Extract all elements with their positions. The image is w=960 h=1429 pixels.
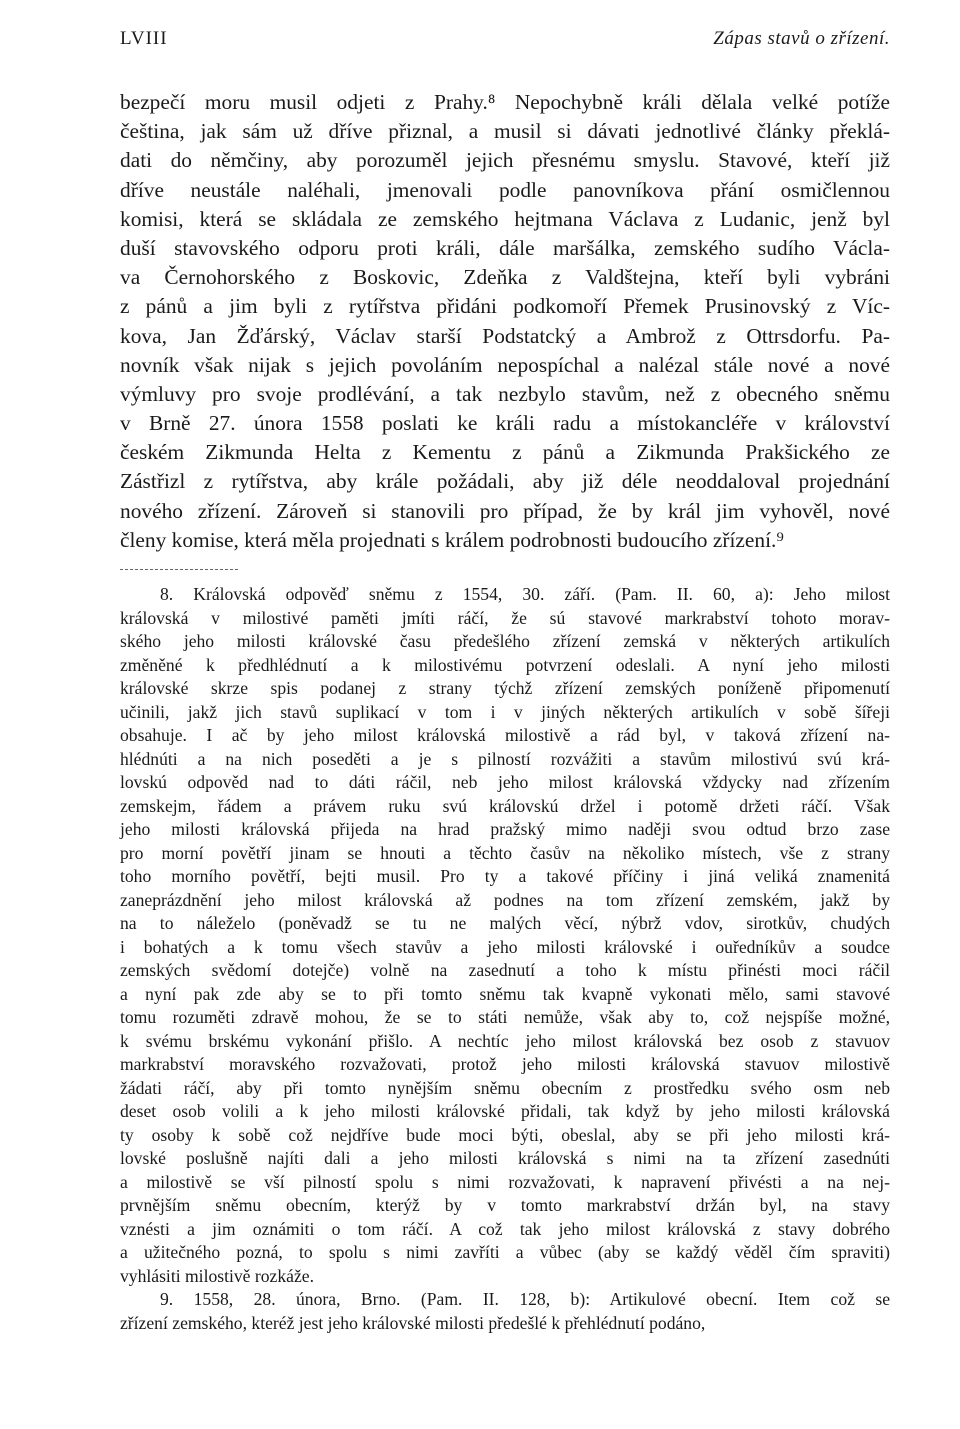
text-line: členy komise, která měla projednati s králem podrobnosti budoucího zřízení.⁹	[120, 527, 784, 552]
footnote-line: 9. 1558, 28. února, Brno. (Pam. II. 128, b): Artikulové obecní. Item což se	[160, 1289, 890, 1309]
footnote-line: královská v milostivé paměti jmíti ráčí, že sú stavové markrabství tohoto morav-	[120, 607, 890, 628]
text-line: čeština, jak sám už dříve přiznal, a musil si dávati jednotlivé články překlá-	[120, 119, 890, 144]
footnote-line: zemskejm, řádem a právem ruku svú královskú držel i potomě držeti ráčí. Však	[120, 795, 890, 816]
footnote-line: zaneprázdnění jeho milost královská až podnes na tom zřízení zemském, jakž by	[120, 889, 890, 910]
text-line: výmluvy pro svoje prodlévání, a tak nezbylo stavům, než z obecného sněmu	[120, 381, 890, 406]
text-line: českém Zikmunda Helta z Kementu z pánů a Zikmunda Prakšického ze	[120, 440, 890, 465]
page-header	[120, 28, 890, 58]
footnote-line: deset osob volili a k jeho milosti královské přidali, tak když by jeho milosti královská	[120, 1101, 890, 1121]
text-line: novník však nijak s jejich povoláním nepospíchal a nalézal stále nové a nové	[120, 352, 890, 377]
footnote-line: královské skrze spis podanej z strany týchž zřízení zemských poníženě připomenutí	[120, 678, 890, 698]
footnote-line: 8. Královská odpověď sněmu z 1554, 30. září. (Pam. II. 60, a): Jeho milost	[160, 584, 890, 604]
footnote-line: i bohatých a k tomu všech stavův a jeho milosti královské i ouředníkův a soudce	[120, 936, 890, 957]
footnote-line: vyhlásiti milostivě rozkáže.	[120, 1265, 314, 1286]
footnote-line: učinili, jakž jich stavů suplikací v tom i v jiných některých artikulích v sobě šířeji	[120, 701, 890, 722]
text-line: dříve neustále naléhali, jmenovali podle panovníkova přání osmičlennou	[120, 177, 890, 202]
footnote-line: změněné k předhlédnutí a k milostivému potvrzení odeslali. A nyní jeho milosti	[120, 654, 890, 675]
text-line: dati do němčiny, aby porozuměl jejich přesnému smyslu. Stavové, kteří již	[120, 148, 890, 173]
footnote-line: a milostivě se vší pilností spolu s nimi rozvažovati, k napravení přivésti a na nej-	[120, 1171, 890, 1192]
text-line: Zástřizl z rytířstva, aby krále požádali, aby již déle neoddaloval projednání	[120, 469, 890, 494]
footnote-line: vznésti a jim oznámiti o tom ráčí. A což tak jeho milost královská z stavy dobrého	[120, 1218, 890, 1239]
main-text	[120, 88, 890, 555]
footnote-line: obsahuje. I ač by jeho milost královská milostivě a rád byl, v taková zřízení na-	[120, 725, 890, 745]
footnote-line: pro morní povětří jinam se hnouti a těchto časův na několiko místech, vše z strany	[120, 842, 890, 863]
footnote-line: ského jeho milosti královské času předešlého zřízení zemská v některých artikulích	[120, 631, 890, 651]
footnote-line: hlédnúti a na nich poseděti a je s pilností rozvážiti a stavům milostivú svú krá-	[120, 748, 890, 769]
book-page	[120, 28, 890, 1335]
footnote-line: a nyní pak zde aby se to při tomto sněmu tak kvapně vykonati mělo, sami stavové	[120, 983, 890, 1004]
text-line: v Brně 27. února 1558 poslati ke králi radu a místokancléře v království	[120, 411, 890, 436]
footnote-line: na to náleželo (poněvadž se tu ne malých věcí, nýbrž vdov, sirotkův, chudých	[120, 913, 890, 933]
text-line: kova, Jan Žďárský, Václav starší Podstatcký a Ambrož z Ottrsdorfu. Pa-	[120, 323, 890, 348]
footnote-line: k svému brskému vykonání přišlo. A nechtíc jeho milost královská bez osob z stavuov	[120, 1030, 890, 1051]
footnote-line: ty osoby k sobě což nejdříve bude moci býti, obeslal, aby se při jeho milosti krá-	[120, 1124, 890, 1145]
running-title: Zápas stavů o zřízení.	[713, 28, 890, 49]
footnote-line: lovskú odpověd nad to dáti ráčil, neb jeho milost královská vždycky nad zřízením	[120, 772, 890, 792]
page-number: LVIII	[120, 28, 168, 49]
footnote-line: tomu rozuměti zdravě mohou, že se to státi nemůže, však aby to, což nejspíše možné,	[120, 1007, 890, 1027]
footnote-line: žádati ráčí, aby při tomto nynějším sněmu obecním z prostředku svého osm neb	[120, 1077, 890, 1098]
text-line: va Černohorského z Boskovic, Zdeňka z Valdštejna, kteří byli vybráni	[120, 265, 890, 290]
footnote-line: lovské poslušně najíti dali a jeho milosti královská s nimi na ta zřízení zasednúti	[120, 1148, 890, 1168]
footnote-line: zřízení zemského, kteréž jest jeho královské milosti předešlé k přehlédnutí podáno,	[120, 1312, 706, 1333]
footnote-line: jeho milosti královská přijeda na hrad pražský mimo naději svou odtud brzo zase	[120, 819, 890, 839]
footnotes	[120, 583, 890, 1335]
footnote-separator	[120, 569, 238, 570]
text-line: nového zřízení. Zároveň si stanovili pro případ, že by král jim vyhověl, nové	[120, 498, 890, 523]
text-line: komisi, která se skládala ze zemského hejtmana Václava z Ludanic, jenž byl	[120, 206, 890, 231]
footnote-line: toho morního povětří, bejti musil. Pro ty a takové příčiny i jiná veliká znamenitá	[120, 866, 890, 886]
text-line: duší stavovského odporu proti králi, dále maršálka, zemského sudího Václa-	[120, 235, 890, 260]
footnote-line: a užitečného pozná, to spolu s nimi zavříti a vůbec (aby se každý věděl čím spraviti)	[120, 1242, 890, 1262]
footnote-line: prvnějším sněmu obecním, kterýž by v tomto markrabství držán byl, na stavy	[120, 1195, 890, 1215]
text-line: bezpečí moru musil odjeti z Prahy.⁸ Nepochybně králi dělala velké potíže	[120, 90, 890, 114]
text-line: z pánů a jim byli z rytířstva přidáni podkomoří Přemek Prusinovský z Víc-	[120, 294, 890, 319]
footnote-line: markrabství moravského rozvažovati, protož jeho milosti královská stavuov milostivě	[120, 1054, 890, 1074]
footnote-line: zemských svědomí dotejče) volně na zasednutí a toho k místu přinésti moci ráčil	[120, 960, 890, 980]
